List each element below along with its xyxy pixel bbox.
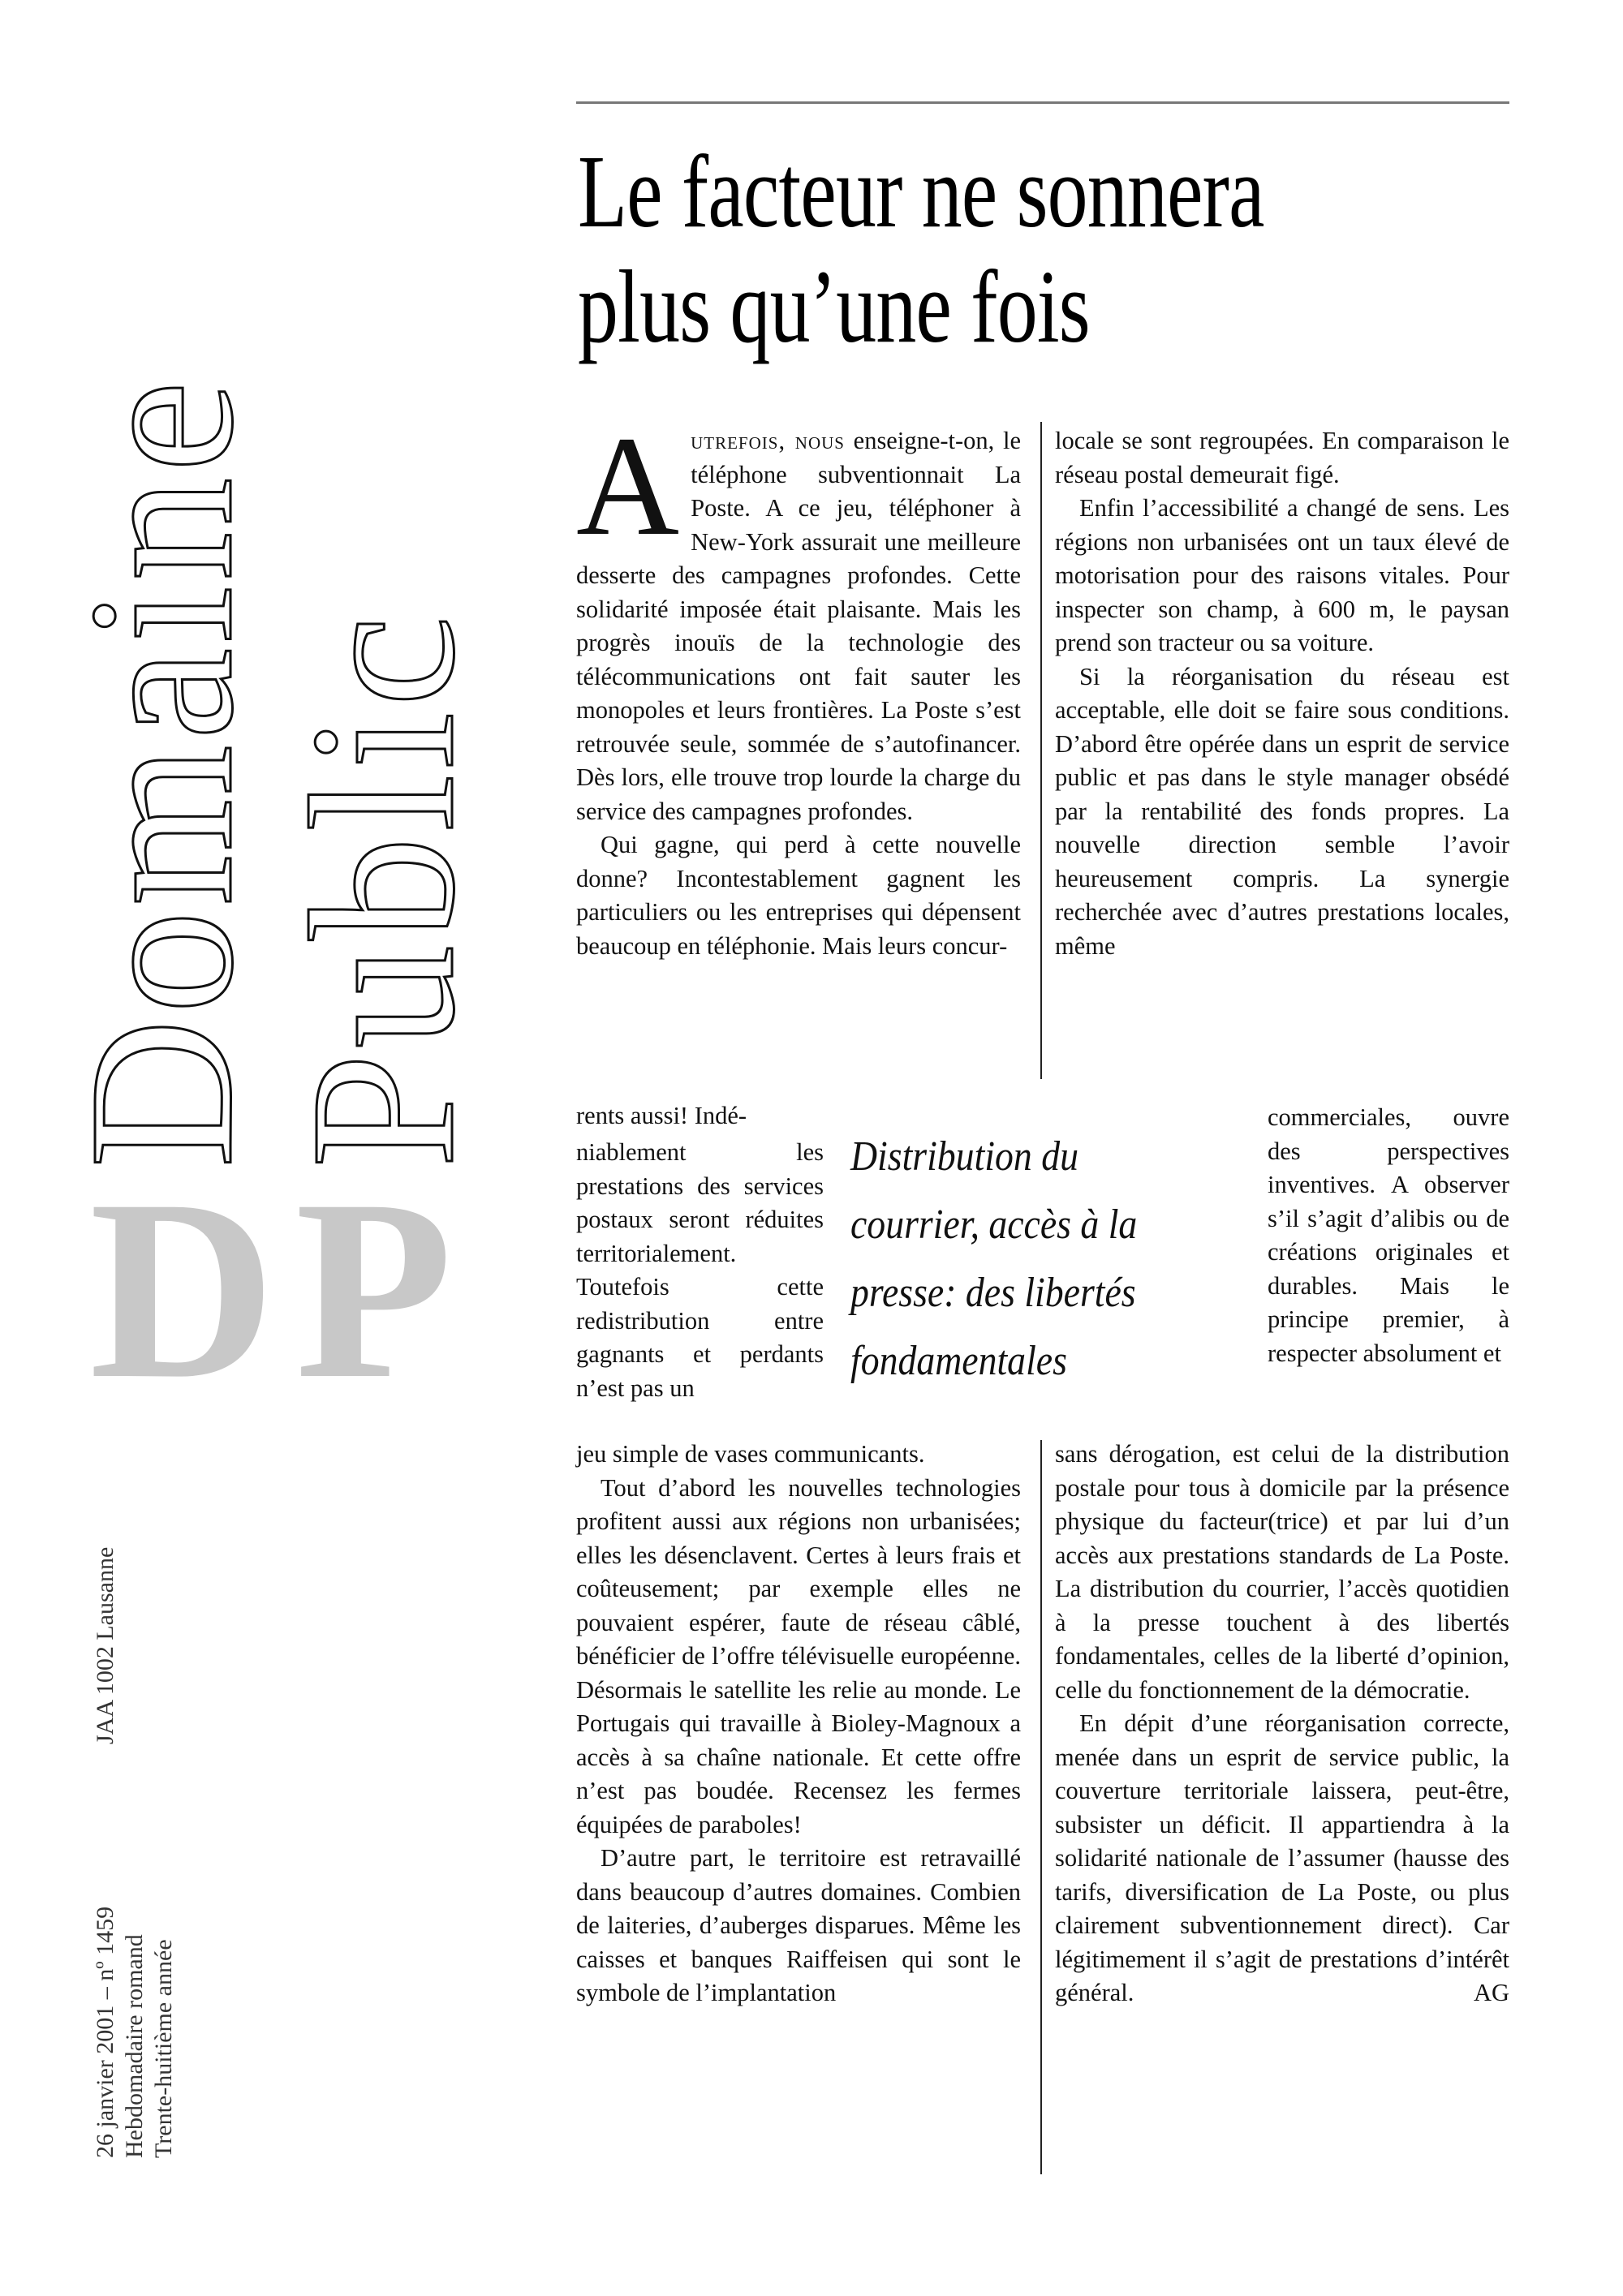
postal-code-text: JAA 1002 Lausanne <box>92 1546 118 1744</box>
column-divider-top <box>1040 422 1042 1079</box>
headline <box>578 134 1514 364</box>
paragraph-2-end: jeu simple de vases communicants. <box>576 1440 925 1468</box>
pull-quote-line-4: fondamentales <box>850 1338 1067 1384</box>
headline-line-2: plus qu’une fois <box>578 249 1090 364</box>
article-column-2-narrow <box>1268 1101 1509 1370</box>
pull-quote-line-2: courrier, accès à la <box>850 1202 1138 1248</box>
issue-frequency: Hebdomadaire romand <box>121 1934 148 2158</box>
postal-info <box>91 1547 120 1744</box>
lead-in: utrefois, nous <box>691 427 845 454</box>
paragraph-2: Qui gagne, qui perd à cette nouvelle donne? Incontestablement gagnent les particuliers ou les entreprises qui dépensent beaucoup en téléphonie. Mais leurs concur- <box>576 831 1021 960</box>
article-column-1-narrow <box>576 1136 824 1405</box>
paragraph-8 <box>1055 1707 1509 2010</box>
issue-year: Trente-huitième année <box>150 1939 177 2158</box>
pull-quote <box>850 1123 1208 1395</box>
column-divider-bottom <box>1040 1440 1042 2174</box>
paragraph-intro <box>576 407 1021 828</box>
headline-line-1: Le facteur ne sonnera <box>578 134 1264 249</box>
paragraph-2-narrow: niablement les prestations des services postaux seront réduites territorialement. Toutefois cette redistribution entre gagnants et perdants n’est pas un <box>576 1138 824 1402</box>
article-column-2-bottom <box>1055 1438 1509 2010</box>
paragraph-6: Enfin l’accessibilité a changé de sens. Les régions non urbanisées ont un taux élevé de motorisation pour des raisons vitales. Pour inspecter son champ, à 600 m, le paysan prend son tracteur ou sa voiture. <box>1055 494 1509 656</box>
paragraph-8-text: En dépit d’une réorganisation correcte, menée dans un esprit de service public, la couverture territoriale laissera, peut-être, subsister un déficit. Il appartiendra à la solidarité nationale de l’assumer (hausse des tarifs, diversification de La Poste, ou plus clairement subventionnement direct). Car légitimement il s’agit de prestations d’intérêt général. <box>1055 1709 1509 2006</box>
paragraph-7: Si la réorganisation du réseau est acceptable, elle doit se faire sous conditions. D’abord être opérée dans un esprit de service public et pas dans le style manager obsédé par la rentabilité des fonds propres. La nouvelle direction semble l’avoir heureusement compris. La synergie recherchée avec d’autres prestations locales, même <box>1055 662 1509 960</box>
paragraph-5: locale se sont regroupées. En comparaison le réseau postal demeurait figé. <box>1055 427 1509 488</box>
issue-info <box>91 1907 179 2158</box>
paragraph-2-wrap: rents aussi! Indé- <box>576 1102 747 1129</box>
paragraph-7-end: sans dérogation, est celui de la distribution postale pour tous à domicile par la présence physique du facteur(trice) et par lui d’un accès aux prestations standards de La Poste. La distribution du courrier, l’accès quotidien à la presse touchent à des libertés fondamentales, celles de la liberté d’opinion, celle du fonctionnement de la démocratie. <box>1055 1440 1509 1704</box>
paragraph-3: Tout d’abord les nouvelles technologies profitent aussi aux régions non urbanisées; elles les désenclavent. Certes à leurs frais et coûteusement; par exemple elles ne pouvaient espérer, faute de réseau câblé, bénéficier de l’offre télévisuelle européenne. Désormais le satellite les relie au monde. Le Portugais qui travaille à Bioley-Magnoux a accès à sa chaîne nationale. Et cette offre n’est pas boudée. Recensez les fermes équipées de paraboles! <box>576 1473 1021 1838</box>
article-column-2 <box>1055 424 1509 963</box>
paragraph-4: D’autre part, le territoire est retravaillé dans beaucoup d’autres domaines. Combien de laiteries, d’auberges disparues. Même les caisses et banques Raiffeisen qui sont le symbole de l’implantation <box>576 1844 1021 2006</box>
dp-logo: DP <box>89 1146 472 1432</box>
author-signature: AG <box>1473 1979 1509 2006</box>
article-column-1 <box>576 407 1021 963</box>
article-column-1-bottom <box>576 1438 1021 2010</box>
masthead-domaine: Domaine <box>47 376 276 1168</box>
drop-cap: A <box>576 407 680 565</box>
issue-date: 26 janvier 2001 – nº 1459 <box>92 1906 118 2158</box>
top-rule <box>576 101 1509 104</box>
paragraph-7-narrow: commerciales, ouvre des perspectives inventives. A observer s’il s’agit d’alibis ou de créations originales et durables. Mais le principe premier, à respecter absolument et <box>1268 1103 1509 1367</box>
pull-quote-line-3: presse: des libertés <box>850 1270 1136 1316</box>
pull-quote-line-1: Distribution du <box>850 1133 1078 1180</box>
paragraph-intro-text: enseigne-t-on, le téléphone subventionnait La Poste. A ce jeu, téléphoner à New-York assurait une meilleure desserte des campagnes profondes. Cette solidarité imposée était plaisante. Mais les progrès inouïs de la technologie des télécommunications ont fait sauter les monopoles et leurs frontières. La Poste s’est retrouvée seule, sommée de s’autofinancer. Dès lors, elle trouve trop lourde la charge du service des campagnes profondes. <box>576 427 1021 825</box>
masthead-public: Public <box>269 610 497 1168</box>
